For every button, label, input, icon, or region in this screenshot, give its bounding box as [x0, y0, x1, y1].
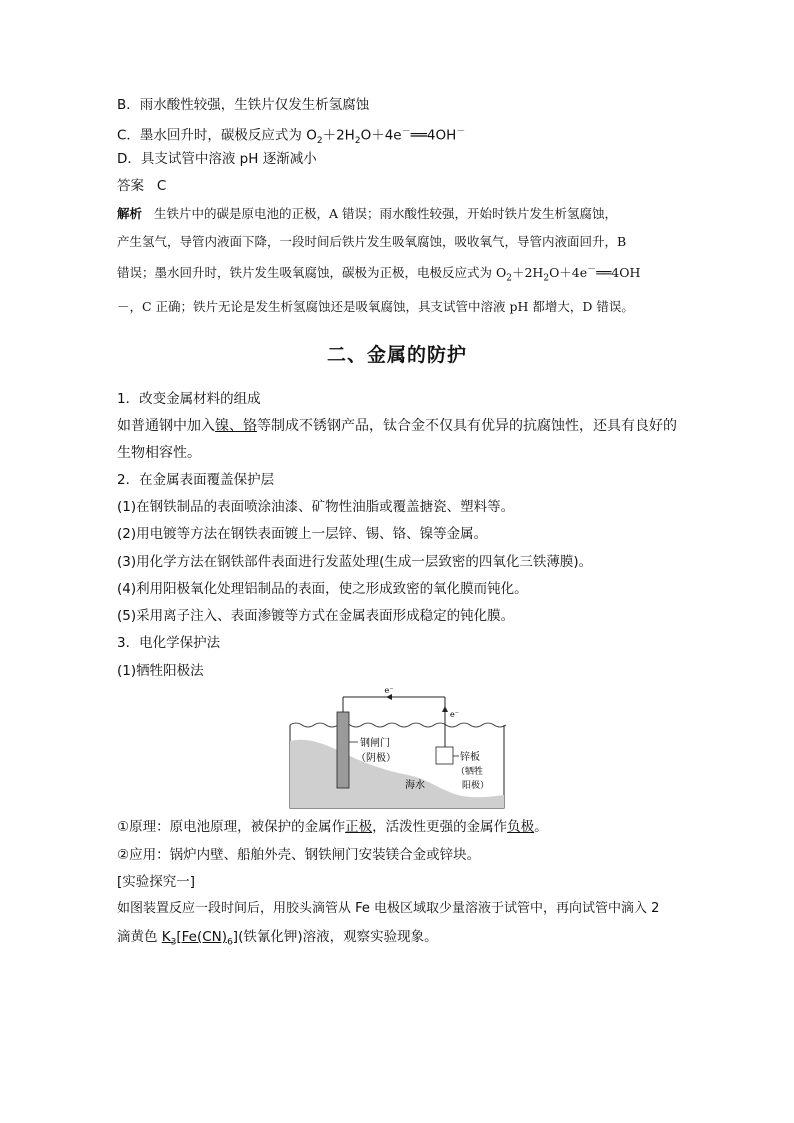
explanation-text-1: 生铁片中的碳是原电池的正极，A 错误；雨水酸性较强，开始时铁片发生析氢腐蚀，	[154, 206, 618, 221]
gate-label-1: 钢闸门	[360, 738, 390, 749]
seawater-label: 海水	[405, 780, 425, 791]
option-b: B．雨水酸性较强，生铁片仅发生析氢腐蚀	[117, 97, 370, 113]
application: ②应用：锅炉内壁、船舶外壳、钢铁闸门安装镁合金或锌块。	[117, 847, 481, 863]
steel-gate	[337, 712, 349, 788]
sacrificial-anode-diagram	[288, 685, 508, 811]
p1-text-a: 如普通钢中加入	[117, 418, 215, 434]
sub-item-4: (4)利用阳极氧化处理铝制品的表面，使之形成致密的氧化膜而钝化。	[117, 581, 528, 597]
option-d: D．具支试管中溶液 pH 逐渐减小	[117, 151, 317, 167]
explanation-text-3d: ══4OH	[596, 265, 641, 281]
option-c-mid2: O＋4e	[360, 127, 402, 144]
explanation-line-1	[117, 200, 682, 228]
option-c-mid1: ＋2H	[322, 127, 355, 144]
p1-nickel: 镍	[215, 418, 229, 434]
sub-item-2: (2)用电镀等方法在钢铁表面镀上一层锌、锡、铬、镍等金属。	[117, 526, 488, 542]
option-c: C．墨水回升时，碳极反应式为 $O_2+2H_2O+4e^-══4OH^-$	[117, 127, 466, 147]
sub-item-1: (1)在钢铁制品的表面喷涂油漆、矿物性油脂或覆盖搪瓷、塑料等。	[117, 499, 515, 515]
principle	[117, 817, 548, 837]
explanation	[117, 200, 682, 321]
paragraph-1-cont: 生物相容性。	[117, 445, 201, 461]
exp-text-b1: 滴黄色	[117, 929, 162, 945]
sub-item-5: (5)采用离子注入、表面渗镀等方式在金属表面形成稳定的钝化膜。	[117, 608, 515, 624]
method-1: (1)牺牲阳极法	[117, 663, 204, 679]
principle-negative: 负极	[507, 819, 535, 835]
paragraph-1	[117, 416, 677, 436]
explanation-label: 解析	[117, 206, 143, 221]
explanation-text-3c: O＋4e	[549, 265, 588, 281]
heading-2: 2．在金属表面覆盖保护层	[117, 472, 275, 488]
gate-label-2: （阴极）	[356, 753, 396, 764]
principle-text-b: ，活泼性更强的金属作	[372, 819, 508, 835]
electron-top-label: e⁻	[384, 686, 394, 695]
p1-chromium: 铬	[243, 418, 257, 434]
principle-positive: 正极	[345, 819, 373, 835]
p1-text-b: 等制成不锈钢产品，钛合金不仅具有优异的抗腐蚀性，还具有良好的	[257, 418, 677, 434]
zinc-label-1: 锌板	[460, 752, 480, 763]
section-title: 二、金属的防护	[326, 344, 467, 366]
zinc-plate	[436, 747, 453, 764]
option-c-mid3: ══4OH	[410, 127, 457, 144]
sub-item-3: (3)用化学方法在钢铁部件表面进行发蓝处理(生成一层致密的四氧化三铁薄膜)。	[117, 554, 593, 570]
heading-3: 3．电化学保护法	[117, 635, 221, 651]
option-c-prefix: C．墨水回升时，碳极反应式为 O	[117, 127, 317, 144]
formula-close: ]	[232, 929, 239, 945]
explanation-line-3: 错误；墨水回升时，铁片发生吸氧腐蚀，碳极为正极，电极反应式为 $O_2+2H_2O+4e^-══4OH$	[117, 265, 641, 284]
ferricyanide-formula: $K_3[Fe(CN)_6]$	[161, 929, 239, 948]
explanation-line-2: 产生氢气，导管内液面下降，一段时间后铁片发生吸氧腐蚀，吸收氧气，导管内液面回升，B	[117, 234, 627, 249]
principle-text-c: 。	[534, 819, 548, 835]
zinc-label-2: （牺牲	[456, 767, 484, 777]
heading-1: 1．改变金属材料的组成	[117, 391, 261, 407]
electron-side-label: e⁻	[450, 710, 459, 719]
principle-text-a: ①原理：原电池原理，被保护的金属作	[117, 819, 346, 835]
explanation-line-4: －，C 正确；铁片无论是发生析氢腐蚀还是吸氧腐蚀，具支试管中溶液 pH 都增大，D 错误。	[117, 298, 634, 314]
answer-value: C	[156, 178, 167, 194]
experiment-text-2	[117, 927, 438, 953]
experiment-title: [实验探究一]	[117, 874, 196, 890]
exp-text-b2: (铁氰化钾)溶液，观察实验现象。	[238, 929, 438, 945]
explanation-text-3b: ＋2H	[511, 265, 544, 281]
formula-k: K	[161, 929, 171, 945]
water-surface	[290, 723, 506, 727]
answer-label: 答案	[117, 178, 144, 194]
p1-separator: 、	[229, 418, 243, 434]
answer	[117, 176, 166, 196]
zinc-label-3: 阳极）	[462, 781, 490, 791]
electron-arrow-icon	[442, 706, 448, 712]
explanation-text-3a: 错误；墨水回升时，铁片发生吸氧腐蚀，碳极为正极，电极反应式为 O	[117, 265, 507, 281]
experiment-text-1: 如图装置反应一段时间后，用胶头滴管从 Fe 电极区域取少量溶液于试管中，再向试管中滴入 2	[117, 901, 660, 916]
formula-fecn: [Fe(CN)	[176, 929, 228, 945]
